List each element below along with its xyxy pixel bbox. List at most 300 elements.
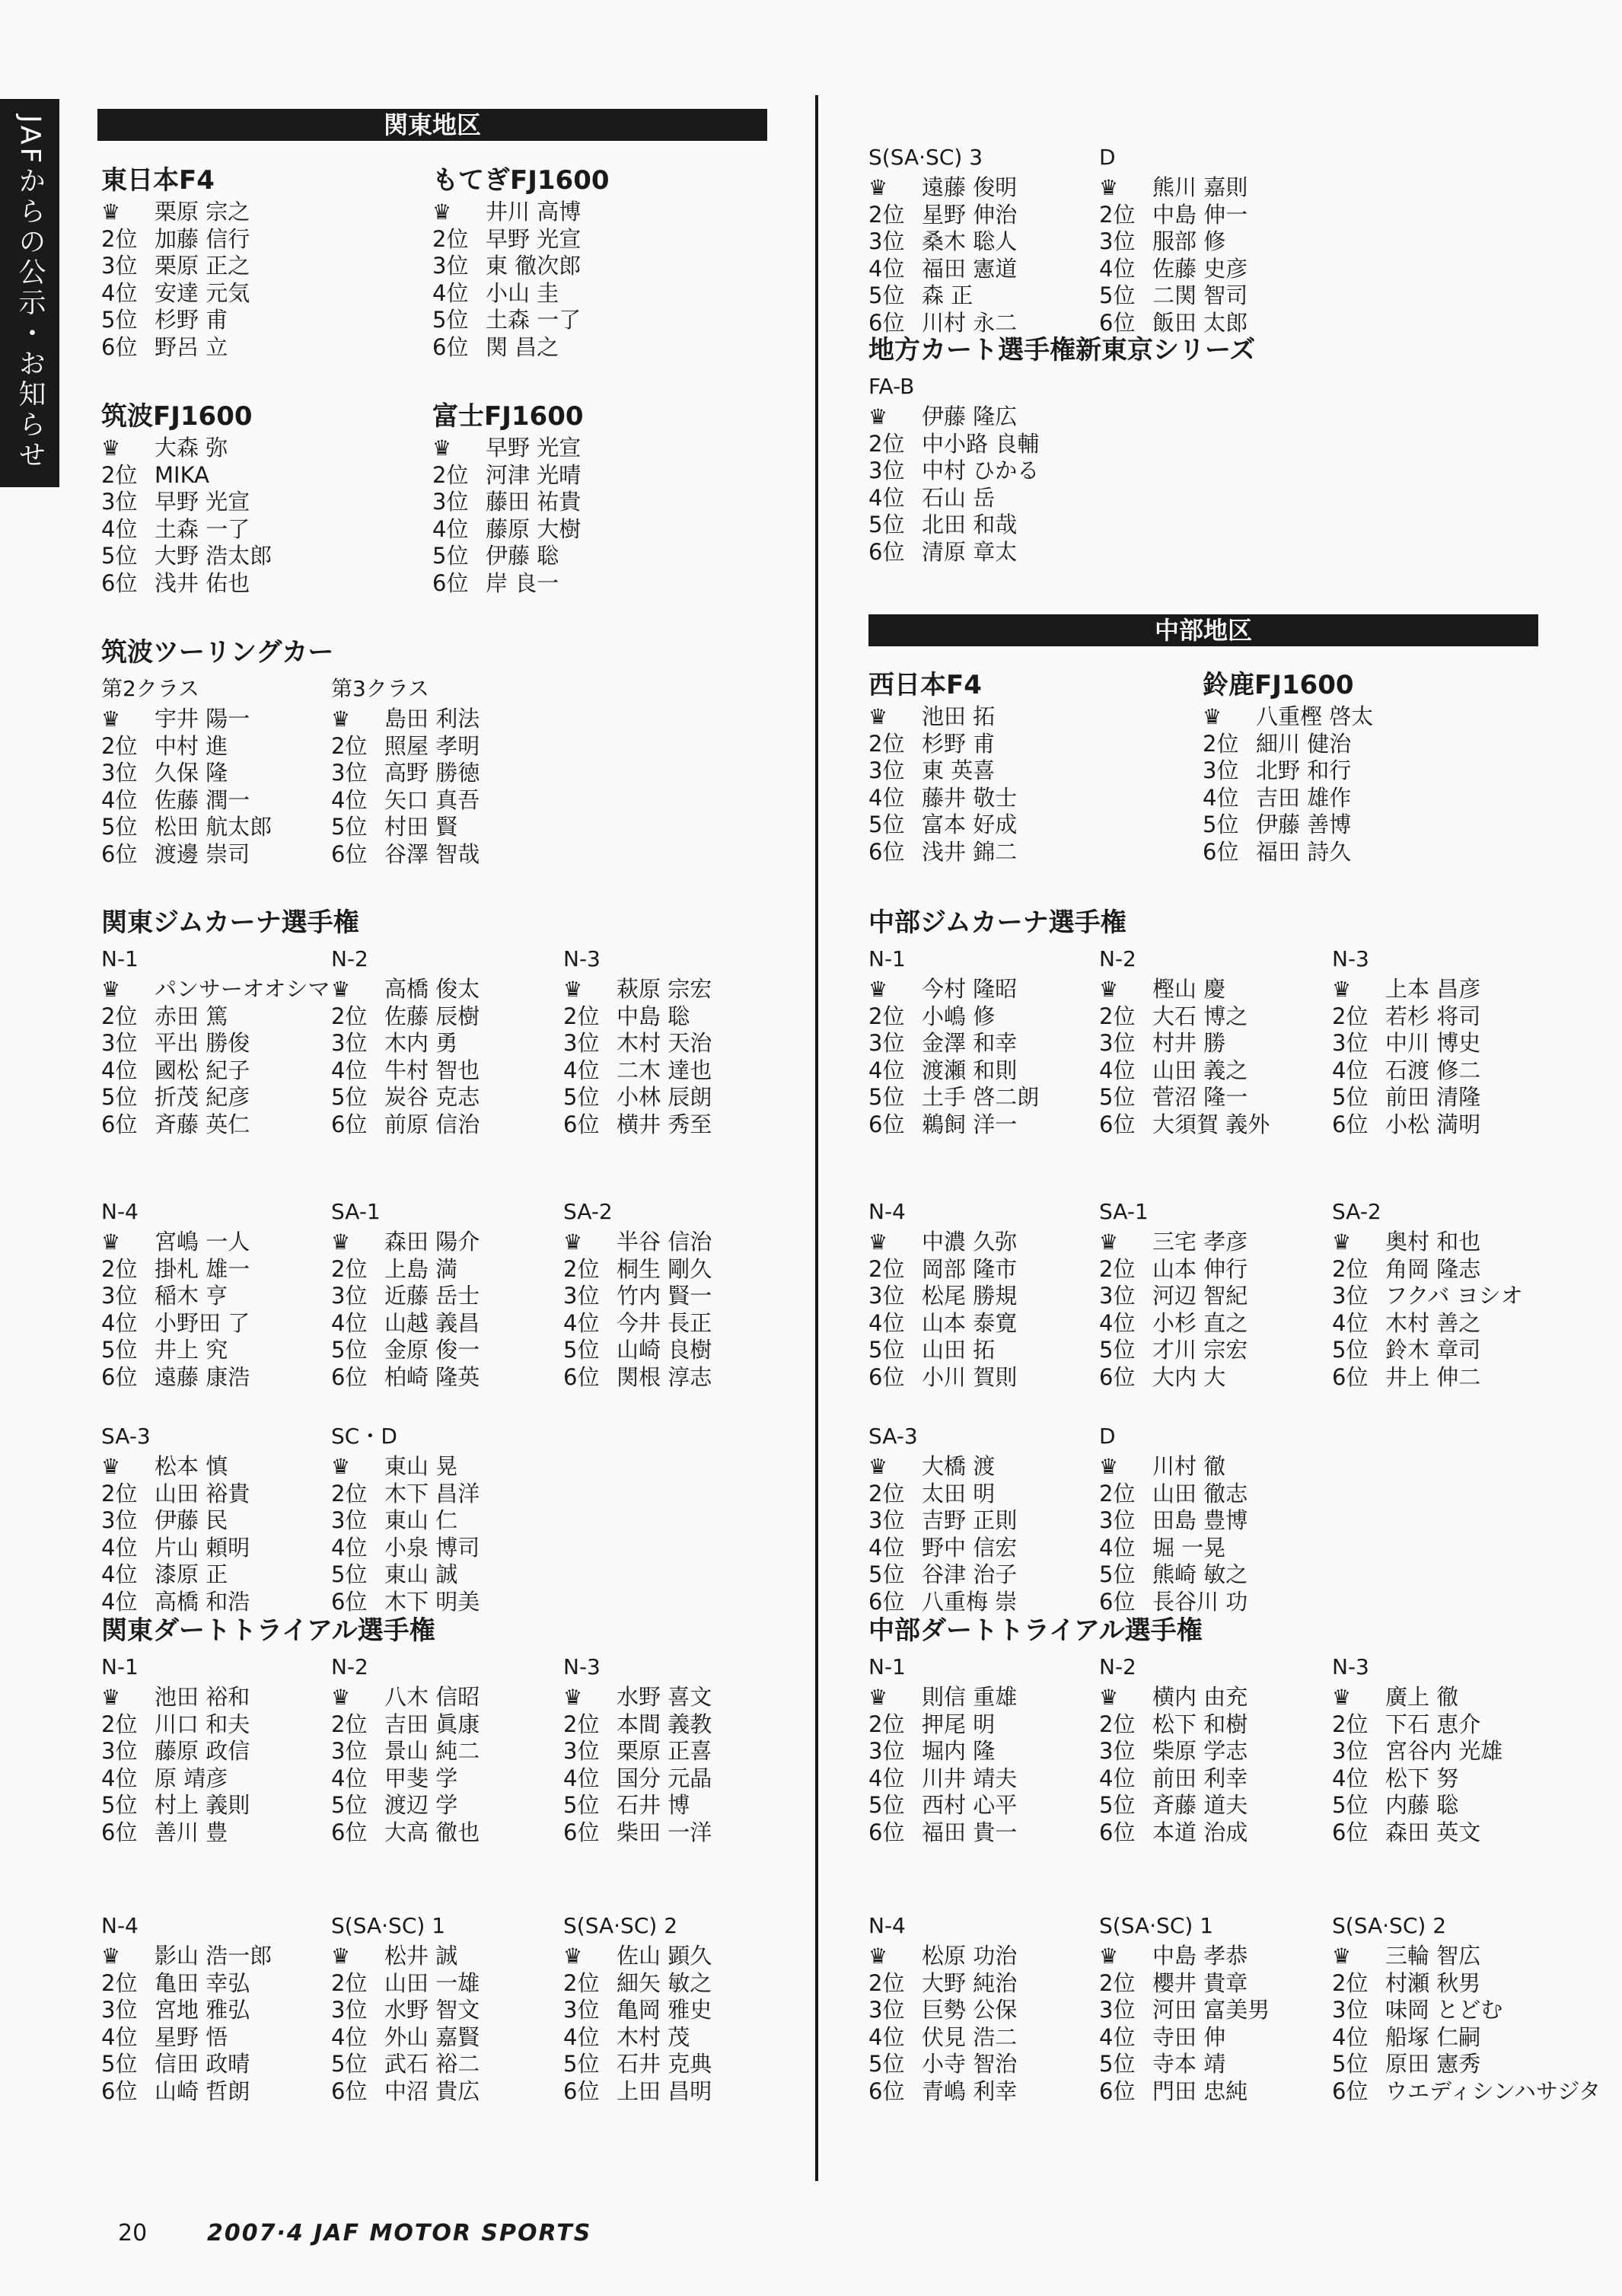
driver-name: 原田 憲秀	[1385, 2051, 1481, 2077]
class-label: SA-1	[1099, 1199, 1149, 1224]
laurel-wreath-icon: ♛	[1099, 1229, 1119, 1255]
result-row	[331, 976, 480, 1003]
title-spacer	[101, 1873, 272, 1906]
rank-label: 6位	[432, 333, 469, 360]
result-row	[331, 1084, 480, 1111]
driver-name: 北田 和哉	[922, 512, 1018, 537]
rank-label: 2位	[101, 461, 138, 488]
driver-name: 若杉 将司	[1385, 1003, 1481, 1029]
rank-label: 6位	[101, 1819, 138, 1845]
rank-label: 3位	[331, 760, 368, 786]
laurel-wreath-icon: ♛	[101, 435, 121, 461]
rank-label: 2位	[1099, 1480, 1136, 1507]
result-row	[563, 1792, 712, 1819]
result-row	[868, 256, 1017, 283]
result-row	[331, 1337, 480, 1364]
driver-name: 二木 達也	[617, 1057, 712, 1083]
results-list	[868, 1943, 1017, 2105]
rank-label: 5位	[1099, 1084, 1136, 1110]
driver-name: 木下 明美	[384, 1588, 480, 1615]
result-row	[101, 1453, 250, 1481]
result-row	[868, 403, 1255, 431]
driver-name: 金原 俊一	[384, 1337, 480, 1363]
result-row	[331, 2024, 480, 2052]
driver-name: 萩原 宗宏	[617, 976, 712, 1002]
result-row	[101, 307, 250, 334]
rank-label: 3位	[868, 1738, 905, 1764]
title-spacer	[1332, 1159, 1523, 1192]
results-list	[563, 1943, 712, 2105]
result-row	[868, 1589, 1017, 1616]
driver-name: 牛村 智也	[384, 1057, 480, 1083]
rank-label: 4位	[1332, 1057, 1369, 1083]
result-row	[1099, 1057, 1270, 1085]
driver-name: 櫻井 貴章	[1152, 1969, 1248, 1996]
rank-label: 6位	[868, 1588, 905, 1615]
driver-name: 横内 由充	[1152, 1684, 1248, 1710]
driver-name: 藤田 祐貴	[486, 489, 582, 515]
result-row	[1332, 1283, 1523, 1310]
rank-label: 6位	[1099, 1819, 1136, 1845]
driver-name: 金澤 和幸	[922, 1030, 1018, 1056]
rank-label: 2位	[432, 225, 469, 252]
rank-label: 3位	[563, 1283, 600, 1309]
rank-label: 5位	[563, 1792, 600, 1818]
result-row	[331, 760, 480, 787]
driver-name: 山田 拓	[922, 1337, 996, 1363]
result-row	[331, 1819, 480, 1847]
rank-label: 4位	[1099, 255, 1136, 282]
results-list	[331, 1229, 480, 1391]
result-row	[1332, 1057, 1480, 1085]
driver-name: 小林 辰朗	[617, 1084, 712, 1110]
result-row	[1099, 1229, 1248, 1256]
rank-label: 2位	[1332, 1255, 1369, 1282]
rank-label: 4位	[331, 2023, 368, 2050]
rank-label: 5位	[101, 2051, 138, 2077]
driver-name: 亀岡 雅史	[617, 1997, 712, 2023]
driver-name: 島田 利法	[384, 706, 480, 732]
driver-name: 國松 紀子	[155, 1057, 250, 1083]
results-list	[1099, 1684, 1248, 1846]
rank-label: 6位	[101, 2078, 138, 2104]
result-row	[1203, 757, 1373, 785]
driver-name: 関 昌之	[486, 333, 559, 360]
rank-label: 6位	[331, 840, 368, 867]
rank-label: 4位	[331, 1765, 368, 1791]
result-row	[1099, 1738, 1248, 1765]
result-row	[101, 1589, 250, 1616]
rank-label: 4位	[1099, 1534, 1136, 1561]
result-row	[563, 1364, 712, 1392]
result-row	[432, 435, 584, 462]
driver-name: 佐山 顕久	[617, 1943, 712, 1969]
rank-label: 4位	[101, 786, 138, 813]
result-row	[1332, 1792, 1503, 1819]
result-row	[868, 785, 1017, 812]
title-spacer	[868, 1383, 1017, 1417]
result-row	[1332, 1111, 1480, 1139]
result-row	[101, 1943, 272, 1970]
rank-label: 2位	[101, 1480, 138, 1507]
results-list	[868, 976, 1126, 1138]
driver-name: 栗原 正喜	[617, 1738, 712, 1764]
driver-name: 武石 裕二	[384, 2051, 480, 2077]
result-block-tsukuba-touring-3	[331, 636, 480, 868]
result-row	[868, 1084, 1126, 1111]
result-row	[868, 1997, 1017, 2024]
result-row	[1332, 1684, 1503, 1711]
driver-name: 中島 聡	[617, 1003, 690, 1029]
rank-label: 3位	[868, 1507, 905, 1533]
rank-label: 5位	[331, 1792, 368, 1818]
rank-label: 2位	[101, 1003, 138, 1029]
driver-name: 大石 博之	[1152, 1003, 1248, 1029]
title-spacer	[1099, 906, 1270, 939]
result-row	[563, 1765, 712, 1793]
result-row	[101, 2024, 272, 2052]
class-label: FA-B	[868, 374, 915, 399]
rank-label: 5位	[101, 1792, 138, 1818]
driver-name: 土手 啓二朗	[922, 1084, 1040, 1110]
driver-name: 前原 信治	[384, 1111, 480, 1137]
rank-label: 2位	[432, 461, 469, 488]
results-list	[868, 174, 1017, 336]
rank-label: 3位	[1099, 1997, 1136, 2023]
result-row	[1099, 1561, 1248, 1589]
result-row	[868, 839, 1017, 866]
result-row	[1332, 1738, 1503, 1765]
rank-label: 2位	[101, 1969, 138, 1996]
driver-name: 竹内 賢一	[617, 1283, 712, 1309]
region-heading-kanto: 関東地区	[97, 109, 767, 141]
driver-name: 高橋 俊太	[384, 976, 480, 1002]
driver-name: 川井 靖夫	[922, 1765, 1018, 1791]
title-spacer	[563, 1873, 712, 1906]
rank-label: 3位	[101, 1507, 138, 1533]
result-row	[101, 787, 333, 815]
result-row	[1099, 2078, 1270, 2106]
driver-name: 福田 詩久	[1256, 838, 1352, 865]
laurel-wreath-icon: ♛	[868, 1454, 888, 1479]
driver-name: 東山 誠	[384, 1561, 458, 1587]
class-label: D	[1099, 1424, 1116, 1449]
rank-label: 4位	[868, 484, 905, 511]
result-block-chubu-gym-n1	[868, 906, 1126, 1138]
rank-label: 2位	[1332, 1969, 1369, 1996]
result-block-kanto-dirt-sasc3	[868, 104, 1017, 336]
laurel-wreath-icon: ♛	[868, 175, 888, 200]
driver-name: MIKA	[155, 461, 209, 488]
driver-name: 熊川 嘉則	[1152, 174, 1248, 200]
driver-name: 大内 大	[1152, 1363, 1226, 1390]
championship-title: 西日本F4	[868, 670, 982, 700]
laurel-wreath-icon: ♛	[1099, 1685, 1119, 1710]
driver-name: 東山 仁	[384, 1507, 458, 1533]
result-block-kanto-dirt-d	[1099, 104, 1248, 336]
rank-label: 5位	[868, 1337, 905, 1363]
title-spacer	[331, 1873, 480, 1906]
driver-name: 細川 健治	[1256, 730, 1352, 757]
result-block-chubu-gym-d	[1099, 1383, 1248, 1615]
rank-label: 3位	[1099, 1283, 1136, 1309]
result-row	[1099, 1535, 1248, 1562]
rank-label: 2位	[331, 1480, 368, 1507]
result-row	[563, 1711, 712, 1739]
driver-name: 押尾 明	[922, 1711, 996, 1737]
rank-label: 5位	[1203, 812, 1239, 837]
class-label: SC・D	[331, 1424, 397, 1449]
result-row	[868, 1283, 1017, 1310]
driver-name: 堀内 隆	[922, 1738, 996, 1764]
result-row	[101, 706, 333, 733]
driver-name: 渡邊 崇司	[155, 840, 250, 867]
result-row	[563, 1738, 712, 1765]
driver-name: 景山 純二	[384, 1738, 480, 1764]
result-row	[331, 2078, 480, 2106]
driver-name: 伊藤 隆広	[922, 403, 1018, 429]
driver-name: 大野 浩太郎	[155, 543, 272, 569]
driver-name: 吉野 正則	[922, 1507, 1018, 1533]
result-row	[331, 1310, 480, 1338]
driver-name: 漆原 正	[155, 1561, 228, 1587]
results-list	[1332, 1943, 1601, 2105]
result-row	[868, 202, 1017, 229]
page-number: 20	[118, 2220, 148, 2247]
title-spacer	[1099, 104, 1248, 138]
rank-label: 6位	[331, 1111, 368, 1137]
result-row	[1099, 1003, 1270, 1031]
rank-label: 4位	[868, 255, 905, 282]
result-block-kanto-gym-sa1	[331, 1159, 480, 1391]
rank-label: 4位	[1332, 1765, 1369, 1791]
rank-label: 2位	[868, 1711, 905, 1737]
driver-name: 柴原 学志	[1152, 1738, 1248, 1764]
result-row	[1099, 1256, 1248, 1284]
result-row	[331, 1283, 480, 1310]
column-divider	[815, 95, 818, 2181]
rank-label: 4位	[331, 1057, 368, 1083]
driver-name: 山田 徹志	[1152, 1480, 1248, 1507]
result-row	[432, 462, 584, 489]
result-row	[432, 516, 584, 544]
driver-name: 中小路 良輔	[922, 430, 1040, 457]
driver-name: 鵜飼 洋一	[922, 1111, 1018, 1137]
results-list	[1332, 976, 1480, 1138]
result-row	[563, 1970, 712, 1998]
result-row	[563, 1084, 712, 1111]
class-label: SA-2	[1332, 1199, 1381, 1224]
class-label: D	[1099, 145, 1116, 170]
laurel-wreath-icon: ♛	[563, 977, 583, 1002]
result-row	[101, 334, 250, 362]
driver-name: 田島 豊博	[1152, 1507, 1248, 1533]
driver-name: 二関 智司	[1152, 282, 1248, 308]
result-row	[1099, 1337, 1248, 1364]
driver-name: 中沼 貴広	[384, 2078, 480, 2104]
rank-label: 4位	[101, 279, 138, 306]
rank-label: 3位	[868, 228, 905, 254]
rank-label: 4位	[101, 1057, 138, 1083]
driver-name: 浅井 錦二	[922, 838, 1018, 865]
rank-label: 6位	[563, 2078, 600, 2104]
laurel-wreath-icon: ♛	[101, 977, 121, 1002]
results-list	[101, 435, 272, 597]
laurel-wreath-icon: ♛	[868, 977, 888, 1002]
result-block-kanto-dirt-n2	[331, 1614, 480, 1846]
rank-label: 3位	[868, 757, 905, 783]
class-label: N-2	[331, 1654, 368, 1679]
rank-label: 4位	[432, 515, 469, 542]
class-label: N-2	[331, 946, 368, 971]
driver-name: 原 靖彦	[155, 1765, 228, 1791]
result-row	[563, 1111, 712, 1139]
result-block-chubu-dirt-n4	[868, 1873, 1017, 2105]
driver-name: 川村 永二	[922, 309, 1018, 336]
driver-name: 野中 信宏	[922, 1534, 1018, 1561]
result-row	[331, 787, 480, 815]
result-row	[432, 253, 610, 280]
results-list	[101, 1943, 272, 2105]
class-label: S(SA·SC) 2	[563, 1913, 678, 1938]
driver-name: 河津 光晴	[486, 461, 582, 488]
laurel-wreath-icon: ♛	[432, 199, 452, 225]
result-row	[101, 1535, 250, 1562]
driver-name: 高橋 和浩	[155, 1588, 250, 1615]
rank-label: 3位	[101, 1738, 138, 1764]
rank-label: 4位	[101, 1765, 138, 1791]
rank-label: 6位	[101, 569, 138, 596]
result-row	[1099, 1111, 1270, 1139]
driver-name: 桑木 聡人	[922, 228, 1018, 254]
driver-name: 大橋 渡	[922, 1453, 996, 1479]
title-spacer	[331, 1159, 480, 1192]
class-label: S(SA·SC) 1	[331, 1913, 446, 1938]
results-list	[868, 703, 1017, 866]
result-row	[1099, 1997, 1270, 2024]
rank-label: 6位	[1099, 1111, 1136, 1137]
results-list	[868, 403, 1255, 566]
laurel-wreath-icon: ♛	[1332, 977, 1352, 1002]
rank-label: 5位	[1099, 1337, 1136, 1363]
result-block-chubu-dirt-sasc2	[1332, 1873, 1601, 2105]
rank-label: 5位	[868, 1792, 905, 1818]
result-row	[331, 1738, 480, 1765]
rank-label: 4位	[868, 784, 905, 811]
result-row	[331, 1943, 480, 1970]
driver-name: 堀 一晃	[1152, 1534, 1226, 1561]
driver-name: 杉野 甫	[155, 307, 228, 333]
result-row	[101, 1057, 359, 1085]
rank-label: 3位	[331, 1997, 368, 2023]
driver-name: 大須賀 義外	[1152, 1111, 1270, 1137]
rank-label: 2位	[101, 732, 138, 759]
result-row	[101, 226, 250, 254]
rank-label: 2位	[1203, 730, 1239, 757]
class-label: 第2クラス	[101, 676, 199, 701]
result-row	[563, 1337, 712, 1364]
driver-name: 村井 勝	[1152, 1030, 1226, 1056]
driver-name: 早野 光宣	[486, 225, 582, 252]
result-row	[331, 1453, 480, 1481]
driver-name: 富本 好成	[922, 812, 1018, 837]
rank-label: 3位	[1332, 1030, 1369, 1056]
result-block-kanto-dirt-n4	[101, 1873, 272, 2105]
result-row	[331, 1057, 480, 1085]
result-block-chubu-gym-sa1	[1099, 1159, 1248, 1391]
result-block-tsukuba-fj1600	[101, 400, 272, 597]
title-spacer	[868, 104, 1017, 138]
driver-name: 巨勢 公保	[922, 1997, 1018, 2023]
driver-name: 本間 義教	[617, 1711, 712, 1737]
rank-label: 5位	[1099, 2051, 1136, 2077]
championship-title: 富士FJ1600	[432, 401, 584, 432]
rank-label: 4位	[101, 2023, 138, 2050]
driver-name: 土森 一了	[486, 307, 582, 333]
driver-name: 長谷川 功	[1152, 1588, 1248, 1615]
result-row	[101, 516, 272, 544]
driver-name: 谷津 治子	[922, 1561, 1018, 1587]
laurel-wreath-icon: ♛	[101, 1454, 121, 1479]
driver-name: 炭谷 克志	[384, 1084, 480, 1110]
laurel-wreath-icon: ♛	[563, 1229, 583, 1255]
result-row	[868, 310, 1017, 337]
result-row	[331, 1561, 480, 1589]
result-row	[101, 1256, 250, 1284]
results-list	[1332, 1684, 1503, 1846]
result-row	[331, 841, 480, 869]
class-label: N-4	[868, 1199, 906, 1224]
driver-name: 三宅 孝彦	[1152, 1229, 1248, 1255]
driver-name: 清原 章太	[922, 538, 1018, 565]
result-row	[1332, 1765, 1503, 1793]
result-block-kanto-gym-n3	[563, 906, 712, 1138]
result-row	[432, 570, 584, 598]
result-row	[1099, 1283, 1248, 1310]
result-row	[868, 485, 1255, 512]
driver-name: 門田 忠純	[1152, 2078, 1248, 2104]
laurel-wreath-icon: ♛	[1332, 1944, 1352, 1969]
rank-label: 3位	[1099, 1507, 1136, 1533]
result-row	[432, 226, 610, 254]
results-list	[1099, 976, 1270, 1138]
driver-name: 下石 恵介	[1385, 1711, 1481, 1737]
result-block-kanto-gym-scd	[331, 1383, 480, 1615]
driver-name: 松井 誠	[384, 1943, 458, 1969]
result-row	[101, 280, 250, 308]
result-row	[331, 1507, 480, 1535]
driver-name: 森田 英文	[1385, 1819, 1481, 1845]
driver-name: 甲斐 学	[384, 1765, 458, 1791]
result-row	[331, 706, 480, 733]
rank-label: 2位	[101, 1255, 138, 1282]
result-row	[1332, 1310, 1523, 1338]
result-row	[101, 1229, 250, 1256]
driver-name: 中村 進	[155, 732, 228, 759]
result-row	[868, 2024, 1017, 2052]
laurel-wreath-icon: ♛	[101, 199, 121, 225]
rank-label: 6位	[1332, 1819, 1369, 1845]
rank-label: 2位	[868, 1003, 905, 1029]
results-list	[331, 976, 480, 1138]
laurel-wreath-icon: ♛	[563, 1944, 583, 1969]
rank-label: 2位	[1099, 1255, 1136, 1282]
result-row	[331, 1030, 480, 1057]
result-row	[1332, 1229, 1523, 1256]
driver-name: 柴田 一洋	[617, 1819, 712, 1845]
rank-label: 5位	[432, 307, 469, 333]
rank-label: 4位	[1099, 2023, 1136, 2050]
